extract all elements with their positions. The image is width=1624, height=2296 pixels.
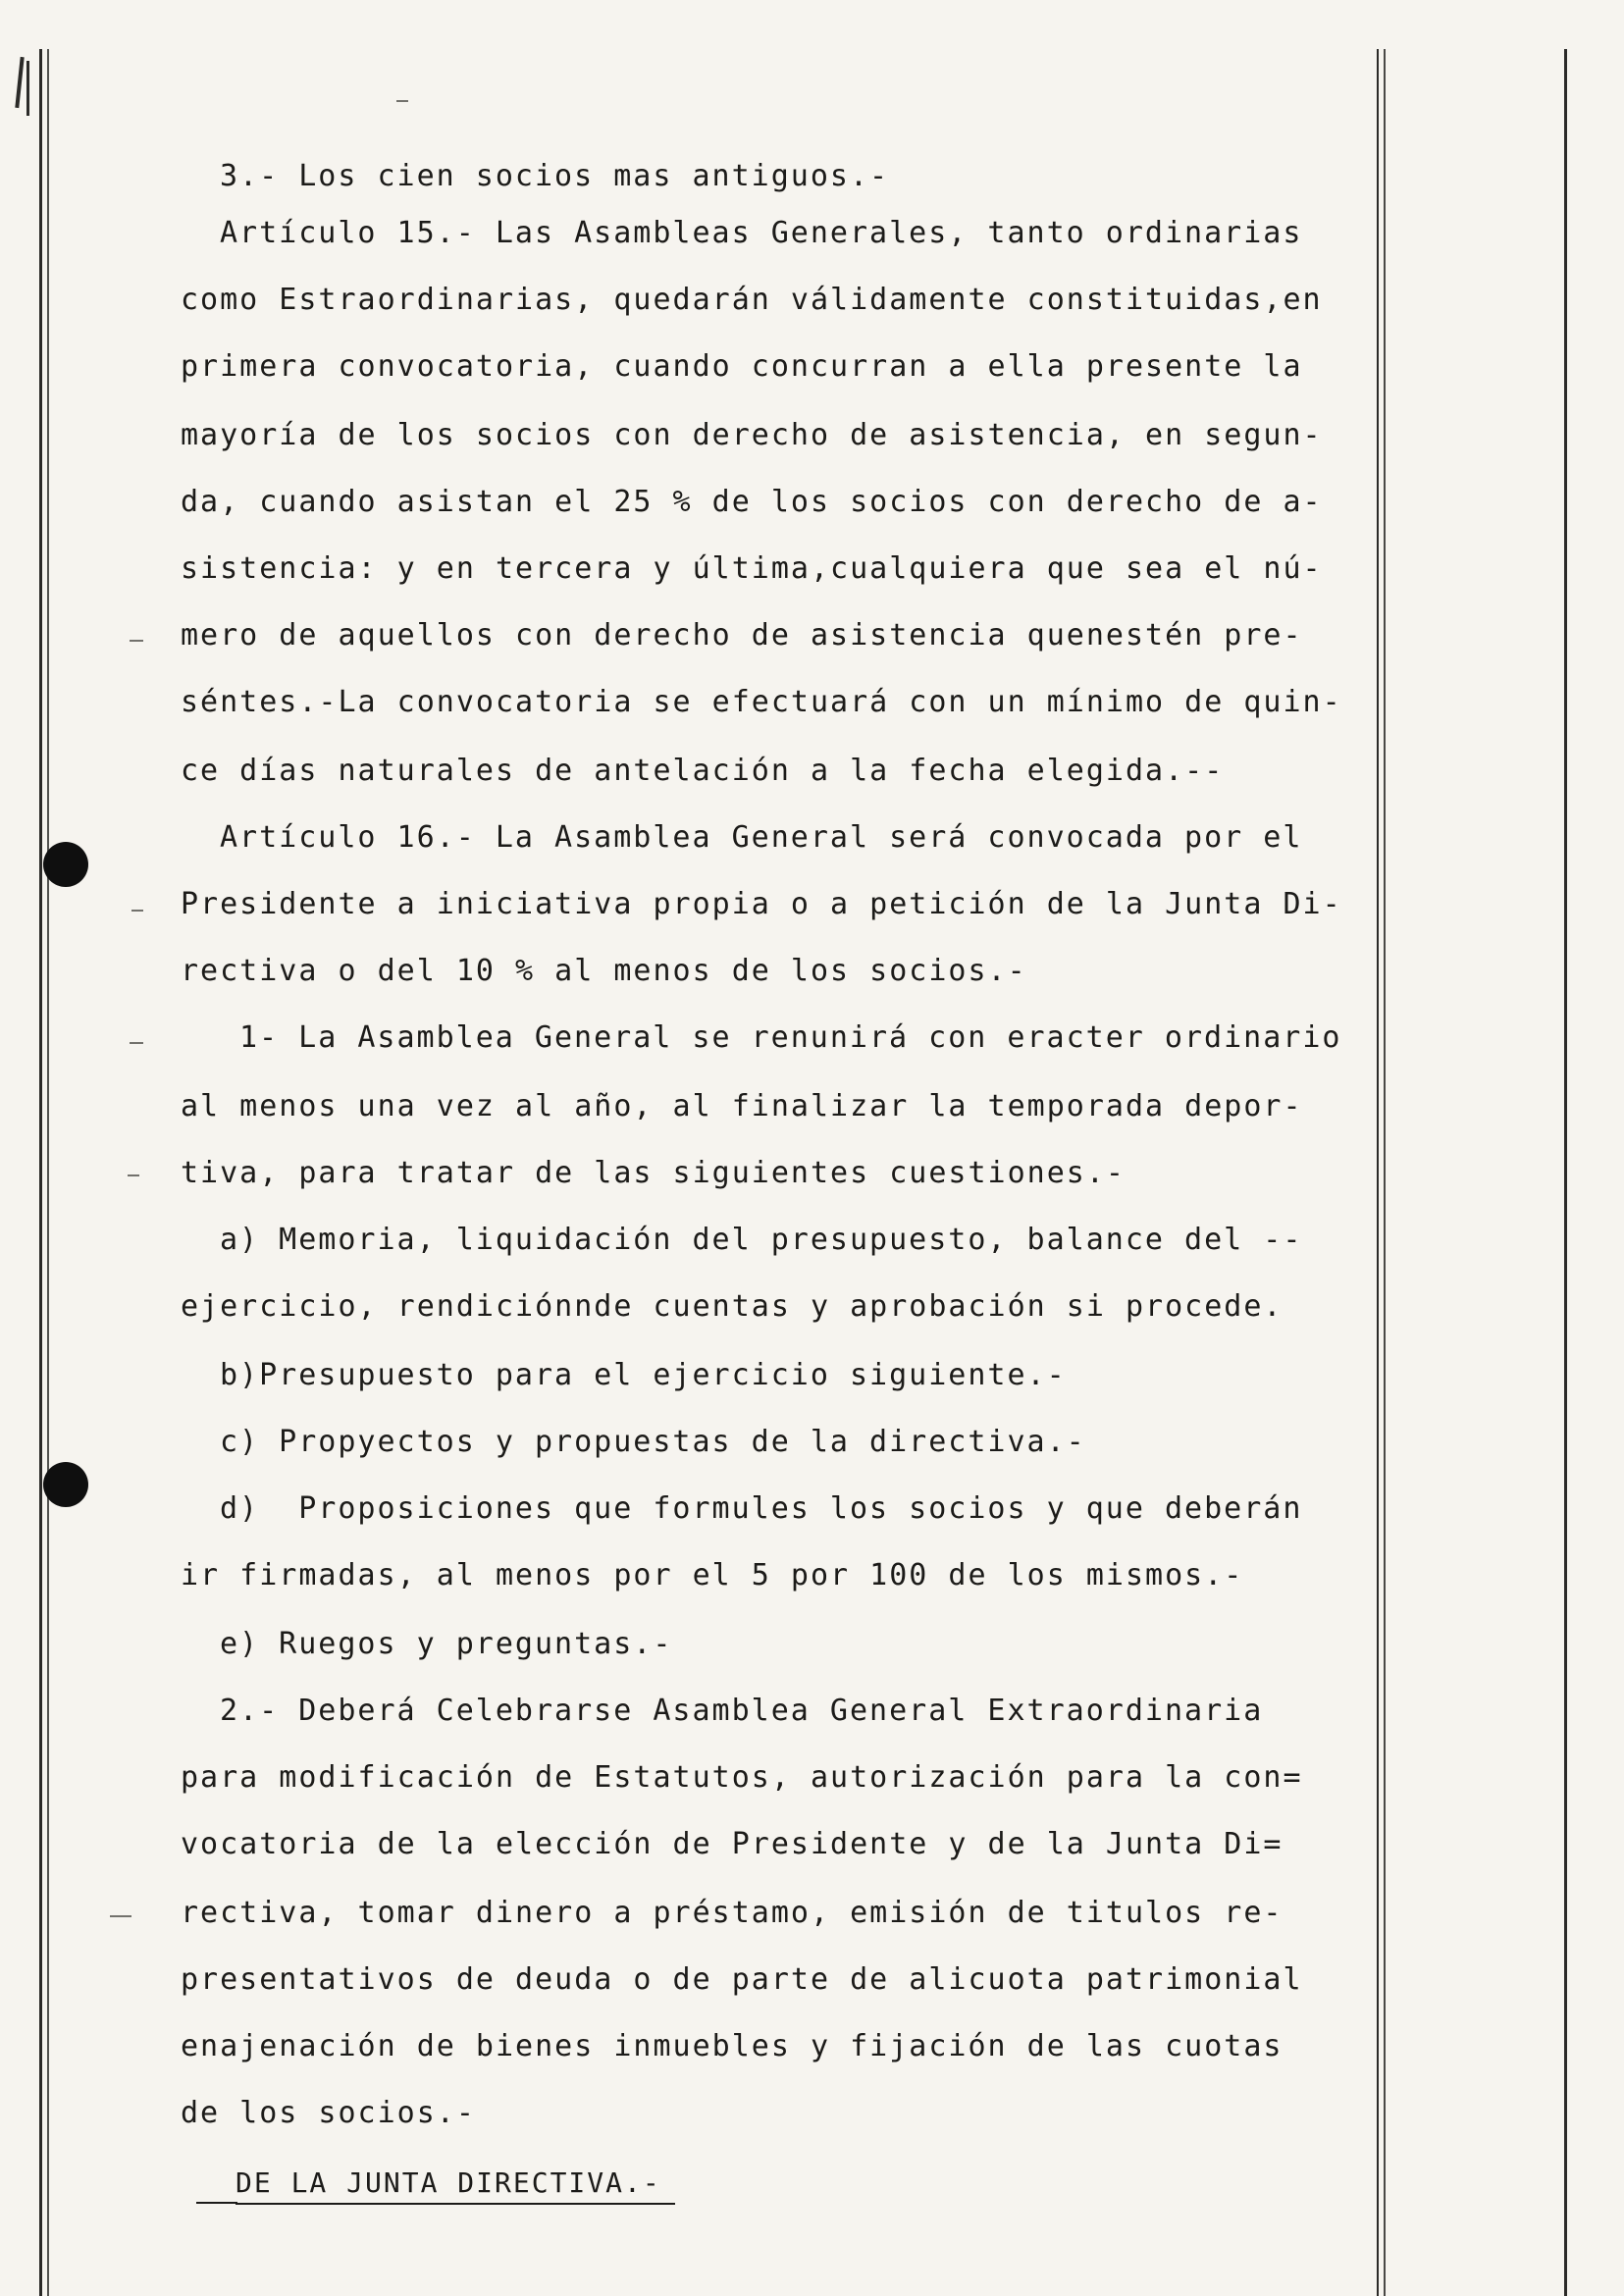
page-edge-line [1564,49,1567,2296]
text-line: mayoría de los socios con derecho de asistencia, en segun- [181,418,1323,452]
text-line: de los socios.- [181,2096,476,2130]
text-line: 2.- Deberá Celebrarse Asamblea General Extraordinaria [220,1694,1264,1728]
text-line: c) Propyectos y propuestas de la directiva.- [220,1425,1086,1459]
text-line: para modificación de Estatutos, autorización para la con= [181,1760,1303,1795]
heading-underline-lead [196,2202,237,2204]
margin-tick [130,640,143,642]
text-line: Presidente a iniciativa propia o a petición de la Junta Di- [181,887,1342,921]
text-line: 1- La Asamblea General se renunirá con eracter ordinario [239,1020,1342,1055]
corner-pen-mark-2 [26,61,29,116]
text-line: da, cuando asistan el 25 % de los socios con derecho de a- [181,485,1323,519]
text-line: mero de aquellos con derecho de asistencia quenestén pre- [181,618,1303,652]
text-line: vocatoria de la elección de Presidente y de la Junta Di= [181,1827,1283,1861]
punch-hole-bottom [43,1462,88,1507]
text-line: presentativos de deuda o de parte de alicuota patrimonial [181,1962,1303,1997]
text-line: tiva, para tratar de las siguientes cuestiones.- [181,1156,1126,1190]
right-margin-line-inner [1384,49,1386,2296]
text-line: d) Proposiciones que formules los socios y que deberán [220,1491,1303,1526]
text-line: al menos una vez al año, al finalizar la temporada depor- [181,1089,1303,1123]
text-line: 3.- Los cien socios mas antiguos.- [220,159,890,193]
left-margin-line [39,49,42,2296]
text-line: como Estraordinarias, quedarán válidamente constituidas,en [181,283,1323,317]
text-line: a) Memoria, liquidación del presupuesto, balance del -- [220,1223,1303,1257]
section-heading: DE LA JUNTA DIRECTIVA.- [236,2166,675,2205]
text-line: rectiva, tomar dinero a préstamo, emisión de titulos re- [181,1896,1283,1930]
text-line: ce días naturales de antelación a la fecha elegida.-- [181,754,1225,788]
margin-tick [128,1174,139,1176]
text-line: ir firmadas, al menos por el 5 por 100 de los mismos.- [181,1558,1244,1592]
left-margin-line-inner [47,49,49,2296]
text-line: séntes.-La convocatoria se efectuará con un mínimo de quin- [181,685,1342,719]
text-line: enajenación de bienes inmuebles y fijación de las cuotas [181,2029,1283,2063]
margin-tick [130,1042,143,1044]
text-line: b)Presupuesto para el ejercicio siguiente.- [220,1358,1067,1392]
right-margin-line [1377,49,1379,2296]
text-line: ejercicio, rendiciónnde cuentas y aprobación si procede. [181,1289,1283,1324]
text-line: rectiva o del 10 % al menos de los socios.- [181,954,1027,988]
text-line: e) Ruegos y preguntas.- [220,1627,673,1661]
punch-hole-top [43,842,88,887]
corner-pen-mark [15,57,24,108]
text-line: sistencia: y en tercera y última,cualquiera que sea el nú- [181,551,1323,586]
text-line: Artículo 15.- Las Asambleas Generales, tanto ordinarias [220,216,1303,250]
margin-tick [110,1915,131,1917]
text-line: primera convocatoria, cuando concurran a ella presente la [181,349,1303,384]
text-line: Artículo 16.- La Asamblea General será convocada por el [220,820,1303,855]
margin-tick [131,910,143,912]
top-tick [396,100,408,102]
